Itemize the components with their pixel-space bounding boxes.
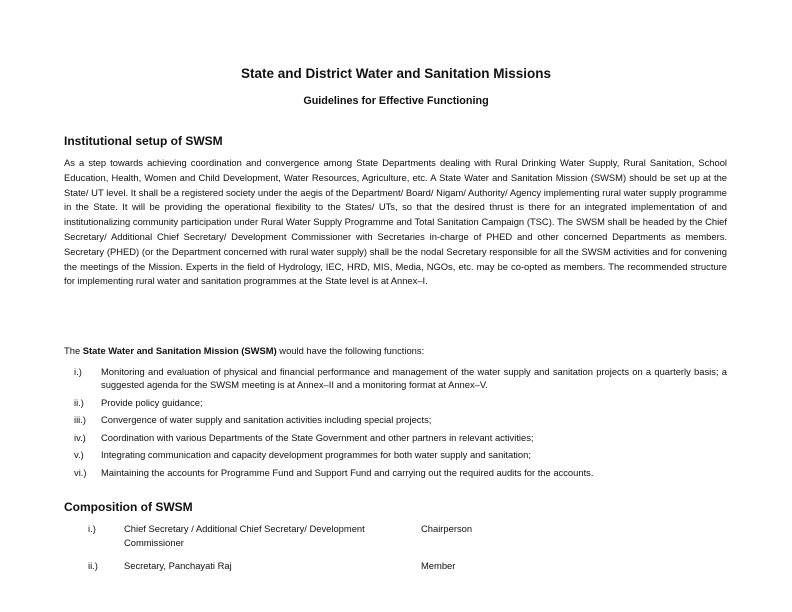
list-item-text: Monitoring and evaluation of physical and financial performance and management of the water supply and sanitation projects on a quarterly basis; a suggested agenda for the SWSM meeting is at Annex–II and a monitoring format at Annex–V. <box>101 366 727 390</box>
list-item-number: iii.) <box>74 414 86 425</box>
composition-list <box>88 522 508 583</box>
list-item <box>64 413 727 426</box>
list-item-text: Provide policy guidance; <box>101 396 203 408</box>
composition-row-title: Chief Secretary / Additional Chief Secretary/ Development Commissioner <box>124 523 365 548</box>
document-subtitle: Guidelines for Effective Functioning <box>303 95 489 107</box>
section-heading-institutional-setup: Institutional setup of SWSM <box>64 134 223 148</box>
list-item-text: Integrating communication and capacity development programmes for both water supply and sanitation; <box>101 449 531 460</box>
institutional-setup-paragraph: As a step towards achieving coordination and convergence among State Departments dealing with Rural Drinking Water Supply, Rural Sanitation, School Education, Health, Women and Child Development, Water Resources, Agriculture, etc. A State Water and Sanitation Mission (SWSM) should be set up at the State/ UT level. It shall be a registered society under the aegis of the Department/ Board/ Nigam/ Authority/ Agency implementing rural water supply programme in the State. It will be providing the operational flexibility to the States/ UTs, so that the desired thrust is there for an integrated implementation of and institutionalizing community participation under Rural Water Supply Programme and Total Sanitation Campaign (TSC). The SWSM shall be headed by the Chief Secretary/ Additional Chief Secretary/ Development Commissioner with Secretaries in-charge of PHED and other concerned Departments as members. Secretary (PHED) (or the Department concerned with rural water supply) shall be the nodal Secretary responsible for all the SWSM activities and for convening the meetings of the Mission. Experts in the field of Hydrology, IEC, HRD, MIS, Media, NGOs, etc. may be co-opted as members. The recommended structure for implementing rural water and sanitation programmes at the State level is at Annex–I. <box>64 157 727 287</box>
composition-row-number: ii.) <box>88 560 98 571</box>
list-item-number: vi.) <box>74 466 87 478</box>
composition-row-role: Chairperson <box>421 523 473 534</box>
list-item-text: Convergence of water supply and sanitation activities including special projects; <box>101 414 432 425</box>
document-title: State and District Water and Sanitation Missions <box>240 66 552 81</box>
composition-row-role: Member <box>421 560 456 571</box>
composition-row-number: i.) <box>88 523 96 534</box>
list-item-number: v.) <box>74 449 84 460</box>
list-item-number: i.) <box>74 366 82 377</box>
functions-intro <box>64 345 424 356</box>
functions-list <box>64 365 727 483</box>
composition-row <box>88 522 508 549</box>
list-item-text: Coordination with various Departments of the State Government and other partners in relevant activities; <box>101 431 534 443</box>
list-item-number: ii.) <box>74 396 84 408</box>
functions-intro-bold: State Water and Sanitation Mission (SWSM) <box>82 345 277 356</box>
composition-row-title: Secretary, Panchayati Raj <box>124 560 232 571</box>
functions-intro-prefix: The <box>64 345 83 356</box>
list-item <box>64 365 727 391</box>
section-heading-composition: Composition of SWSM <box>64 500 193 514</box>
list-item <box>64 448 727 461</box>
list-item <box>64 431 727 444</box>
list-item <box>64 466 727 479</box>
list-item-text: Maintaining the accounts for Programme Fund and Support Fund and carrying out the required audits for the accounts. <box>101 466 594 478</box>
list-item <box>64 396 727 409</box>
list-item-number: iv.) <box>74 431 86 443</box>
functions-intro-suffix: would have the following functions: <box>276 345 425 356</box>
composition-row <box>88 559 508 573</box>
